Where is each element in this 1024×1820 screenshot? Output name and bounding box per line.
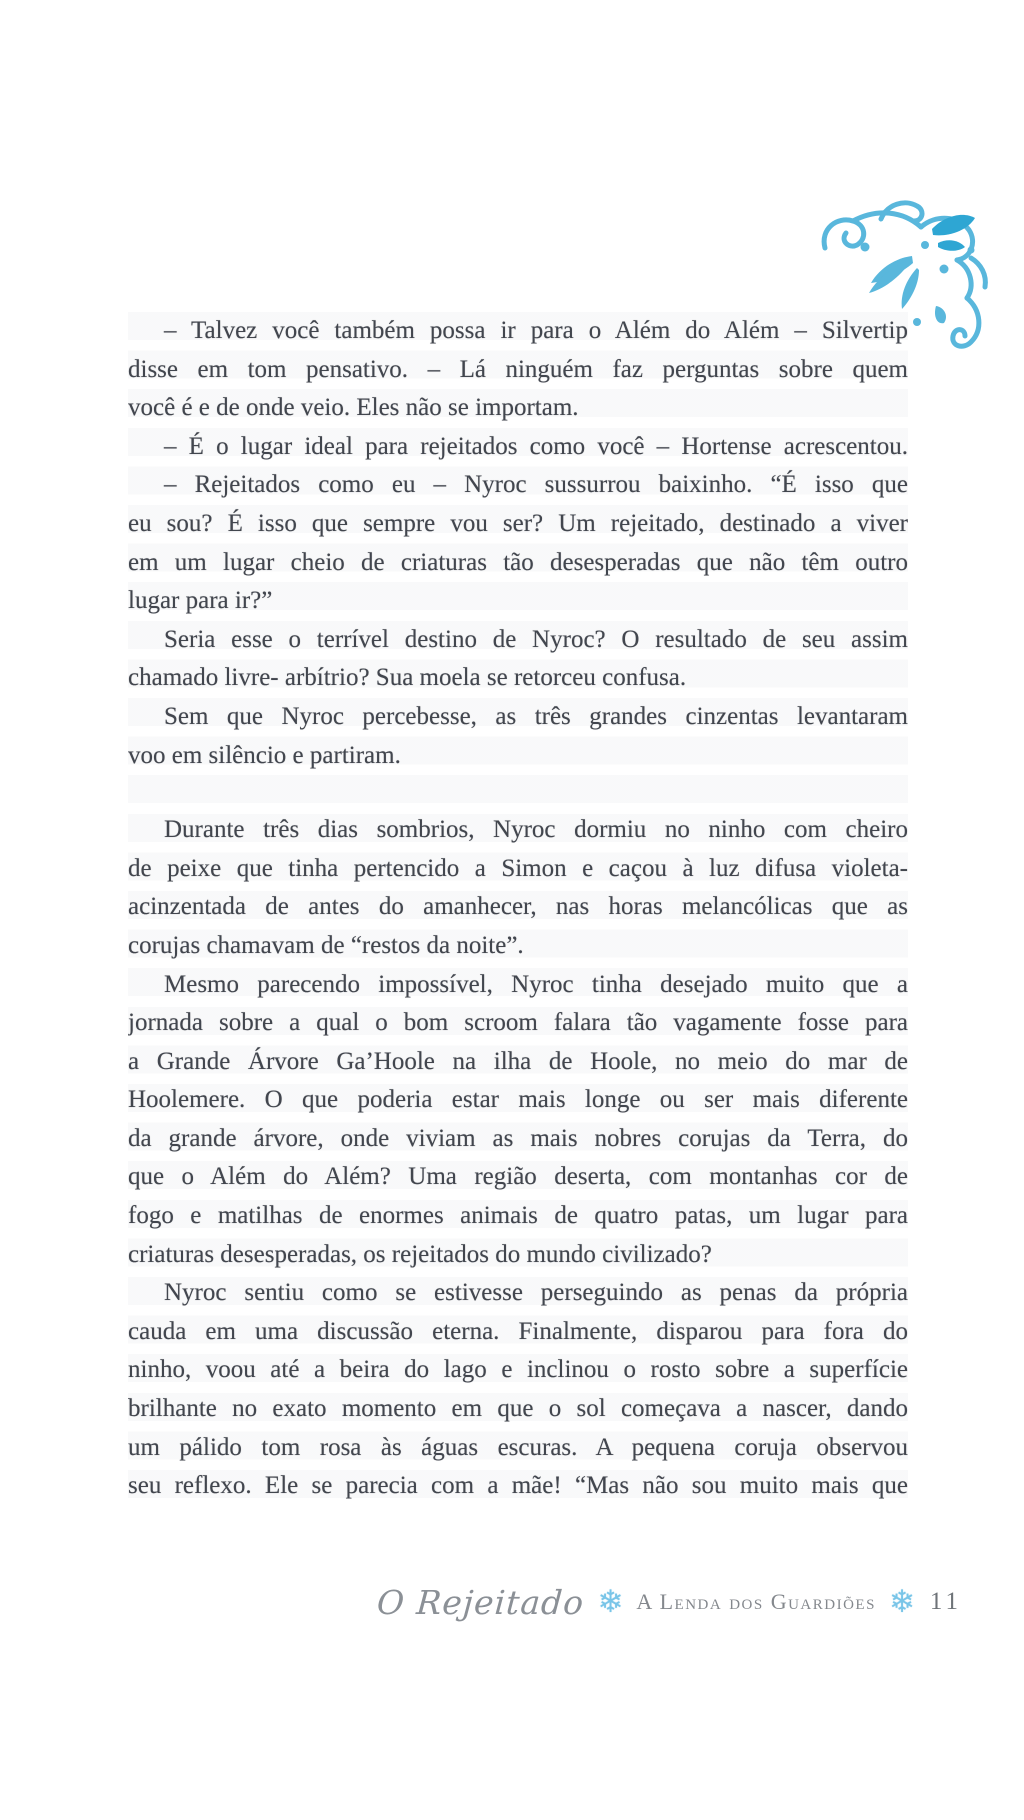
- paragraph: [128, 1274, 908, 1506]
- text-line: brilhante no exato momento em que o sol começava a nascer, dando: [128, 1395, 908, 1423]
- footer-series-title: A Lenda dos Guardiões: [636, 1589, 876, 1614]
- paragraph: [128, 811, 908, 965]
- paragraph: [128, 312, 908, 428]
- text-line: lugar para ir?”: [128, 587, 273, 615]
- text-line: Mesmo parecendo impossível, Nyroc tinha desejado muito que a: [164, 970, 908, 998]
- text-line: jornada sobre a qual o bom scroom falara tão vagamente fosse para: [128, 1009, 908, 1037]
- page-number: 11: [929, 1588, 962, 1615]
- text-line: seu reflexo. Ele se parecia com a mãe! “Mas não sou muito mais que: [128, 1472, 908, 1500]
- snowflake-icon: ❄: [888, 1583, 915, 1620]
- paragraph: [128, 698, 908, 775]
- text-line: acinzentada de antes do amanhecer, nas horas melancólicas que as: [128, 893, 908, 921]
- paragraph: [128, 621, 908, 698]
- footer-book-title: O Rejeitado: [375, 1582, 586, 1622]
- text-line: em um lugar cheio de criaturas tão desesperadas que não têm outro: [128, 548, 908, 576]
- text-line: você é e de onde veio. Eles não se importam.: [128, 394, 579, 422]
- text-line: de peixe que tinha pertencido a Simon e caçou à luz difusa violeta-: [128, 854, 908, 882]
- text-line: Seria esse o terrível destino de Nyroc? O resultado de seu assim: [164, 625, 908, 653]
- text-line: disse em tom pensativo. – Lá ninguém faz perguntas sobre quem: [128, 355, 908, 383]
- text-line: – Talvez você também possa ir para o Além do Além – Silvertip: [164, 317, 908, 344]
- text-block: [128, 312, 908, 1506]
- text-line: que o Além do Além? Uma região deserta, com montanhas cor de: [128, 1163, 908, 1191]
- snowflake-icon: ❄: [597, 1583, 624, 1620]
- text-line: da grande árvore, onde viviam as mais nobres corujas da Terra, do: [128, 1124, 908, 1152]
- text-line: eu sou? É isso que sempre vou ser? Um rejeitado, destinado a viver: [128, 509, 908, 537]
- text-line: – Rejeitados como eu – Nyroc sussurrou baixinho. “É isso que: [164, 471, 908, 499]
- paragraph: [128, 966, 908, 1275]
- text-line: voo em silêncio e partiram.: [128, 741, 401, 769]
- text-line: a Grande Árvore Ga’Hoole na ilha de Hoole, no meio do mar de: [128, 1047, 908, 1075]
- text-line: chamado livre- arbítrio? Sua moela se retorceu confusa.: [128, 664, 687, 692]
- text-line: ninho, voou até a beira do lago e inclinou o rosto sobre a superfície: [128, 1356, 908, 1384]
- text-line: Durante três dias sombrios, Nyroc dormiu no ninho com cheiro: [164, 816, 908, 844]
- page-footer: [377, 1576, 962, 1628]
- text-line: – É o lugar ideal para rejeitados como você – Hortense acrescentou.: [164, 432, 908, 460]
- text-line: Hoolemere. O que poderia estar mais longe ou ser mais diferente: [128, 1086, 908, 1114]
- text-line: um pálido tom rosa às águas escuras. A pequena coruja observou: [128, 1433, 908, 1461]
- text-line: cauda em uma discussão eterna. Finalmente, disparou para fora do: [128, 1317, 908, 1345]
- paragraph: [128, 466, 908, 620]
- paragraph: [128, 428, 908, 467]
- text-line: Nyroc sentiu como se estivesse perseguindo as penas da própria: [164, 1279, 908, 1307]
- text-line: Sem que Nyroc percebesse, as três grandes cinzentas levantaram: [164, 702, 908, 730]
- text-line: criaturas desesperadas, os rejeitados do mundo civilizado?: [128, 1240, 712, 1268]
- text-line: corujas chamavam de “restos da noite”.: [128, 931, 524, 959]
- text-line: fogo e matilhas de enormes animais de quatro patas, um lugar para: [128, 1202, 908, 1230]
